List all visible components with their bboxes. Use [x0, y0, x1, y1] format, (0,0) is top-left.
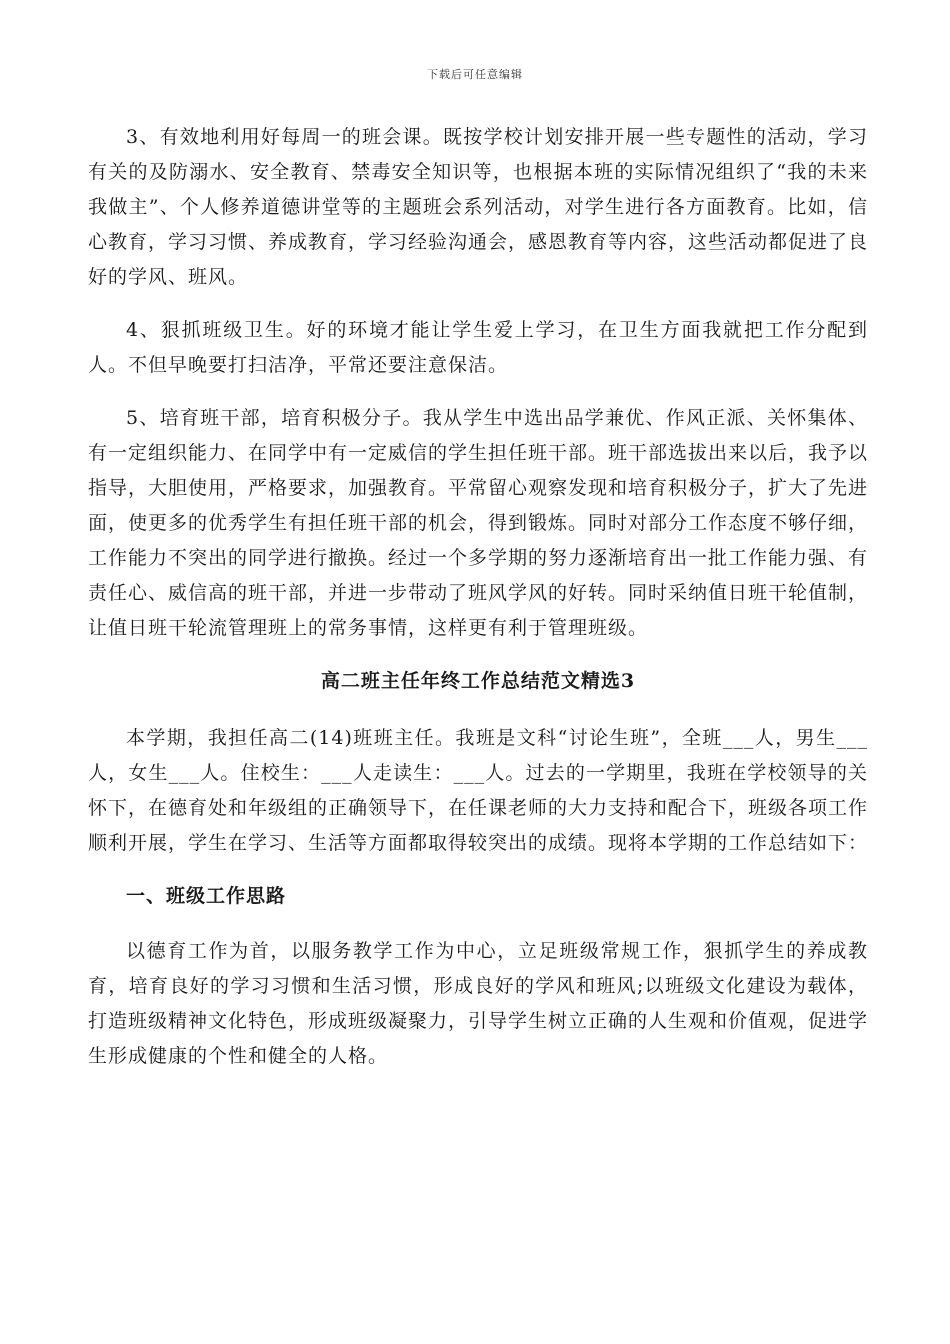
paragraph-class-meeting: 3、有效地利用好每周一的班会课。既按学校计划安排开展一些专题性的活动，学习有关的及防溺水、安全教育、禁毒安全知识等，也根据本班的实际情况组织了“我的未来我做主”、个人修养道德讲堂等的主题班会系列活动，对学生进行各方面教育。比如，信心教育，学习习惯、养成教育，学习经验沟通会，感恩教育等内容，这些活动都促进了良好的学风、班风。 [88, 126, 869, 288]
document-body [88, 120, 868, 1092]
page-header: 下载后可任意编辑 [427, 68, 523, 81]
paragraph-work-approach: 以德育工作为首，以服务教学工作为中心，立足班级常规工作，狠抓学生的养成教育，培育良好的学习习惯和生活习惯，形成良好的学风和班风;以班级文化建设为载体，打造班级精神文化特色，形成班级凝聚力，引导学生树立正确的人生观和价值观，促进学生形成健康的个性和健全的人格。 [88, 940, 869, 1067]
section-title: 高二班主任年终工作总结范文精选3 [320, 670, 636, 692]
subheading-work-approach: 一、班级工作思路 [126, 885, 287, 907]
paragraph-hygiene: 4、狠抓班级卫生。好的环境才能让学生爱上学习，在卫生方面我就把工作分配到人。不但早晚要打扫洁净，平常还要注意保洁。 [88, 319, 868, 376]
paragraph-introduction: 本学期，我担任高二(14)班班主任。我班是文科“讨论生班”，全班___人，男生___人，女生___人。住校生：___人走读生：___人。过去的一学期里，我班在学校领导的关怀下，在德育处和年级组的正确领导下，在任课老师的大力支持和配合下，班级各项工作顺利开展，学生在学习、生活等方面都取得较突出的成绩。现将本学期的工作总结如下： [88, 727, 869, 854]
paragraph-class-cadres: 5、培育班干部，培育积极分子。我从学生中选出品学兼优、作风正派、关怀集体、有一定组织能力、在同学中有一定威信的学生担任班干部。班干部选拔出来以后，我予以指导，大胆使用，严格要求，加强教育。平常留心观察发现和培育积极分子，扩大了先进面，使更多的优秀学生有担任班干部的机会，得到锻炼。同时对部分工作态度不够仔细，工作能力不突出的同学进行撤换。经过一个多学期的努力逐渐培育出一批工作能力强、有责任心、威信高的班干部，并进一步带动了班风学风的好转。同时采纳值日班干轮值制，让值日班干轮流管理班上的常务事情，这样更有利于管理班级。 [88, 407, 869, 639]
